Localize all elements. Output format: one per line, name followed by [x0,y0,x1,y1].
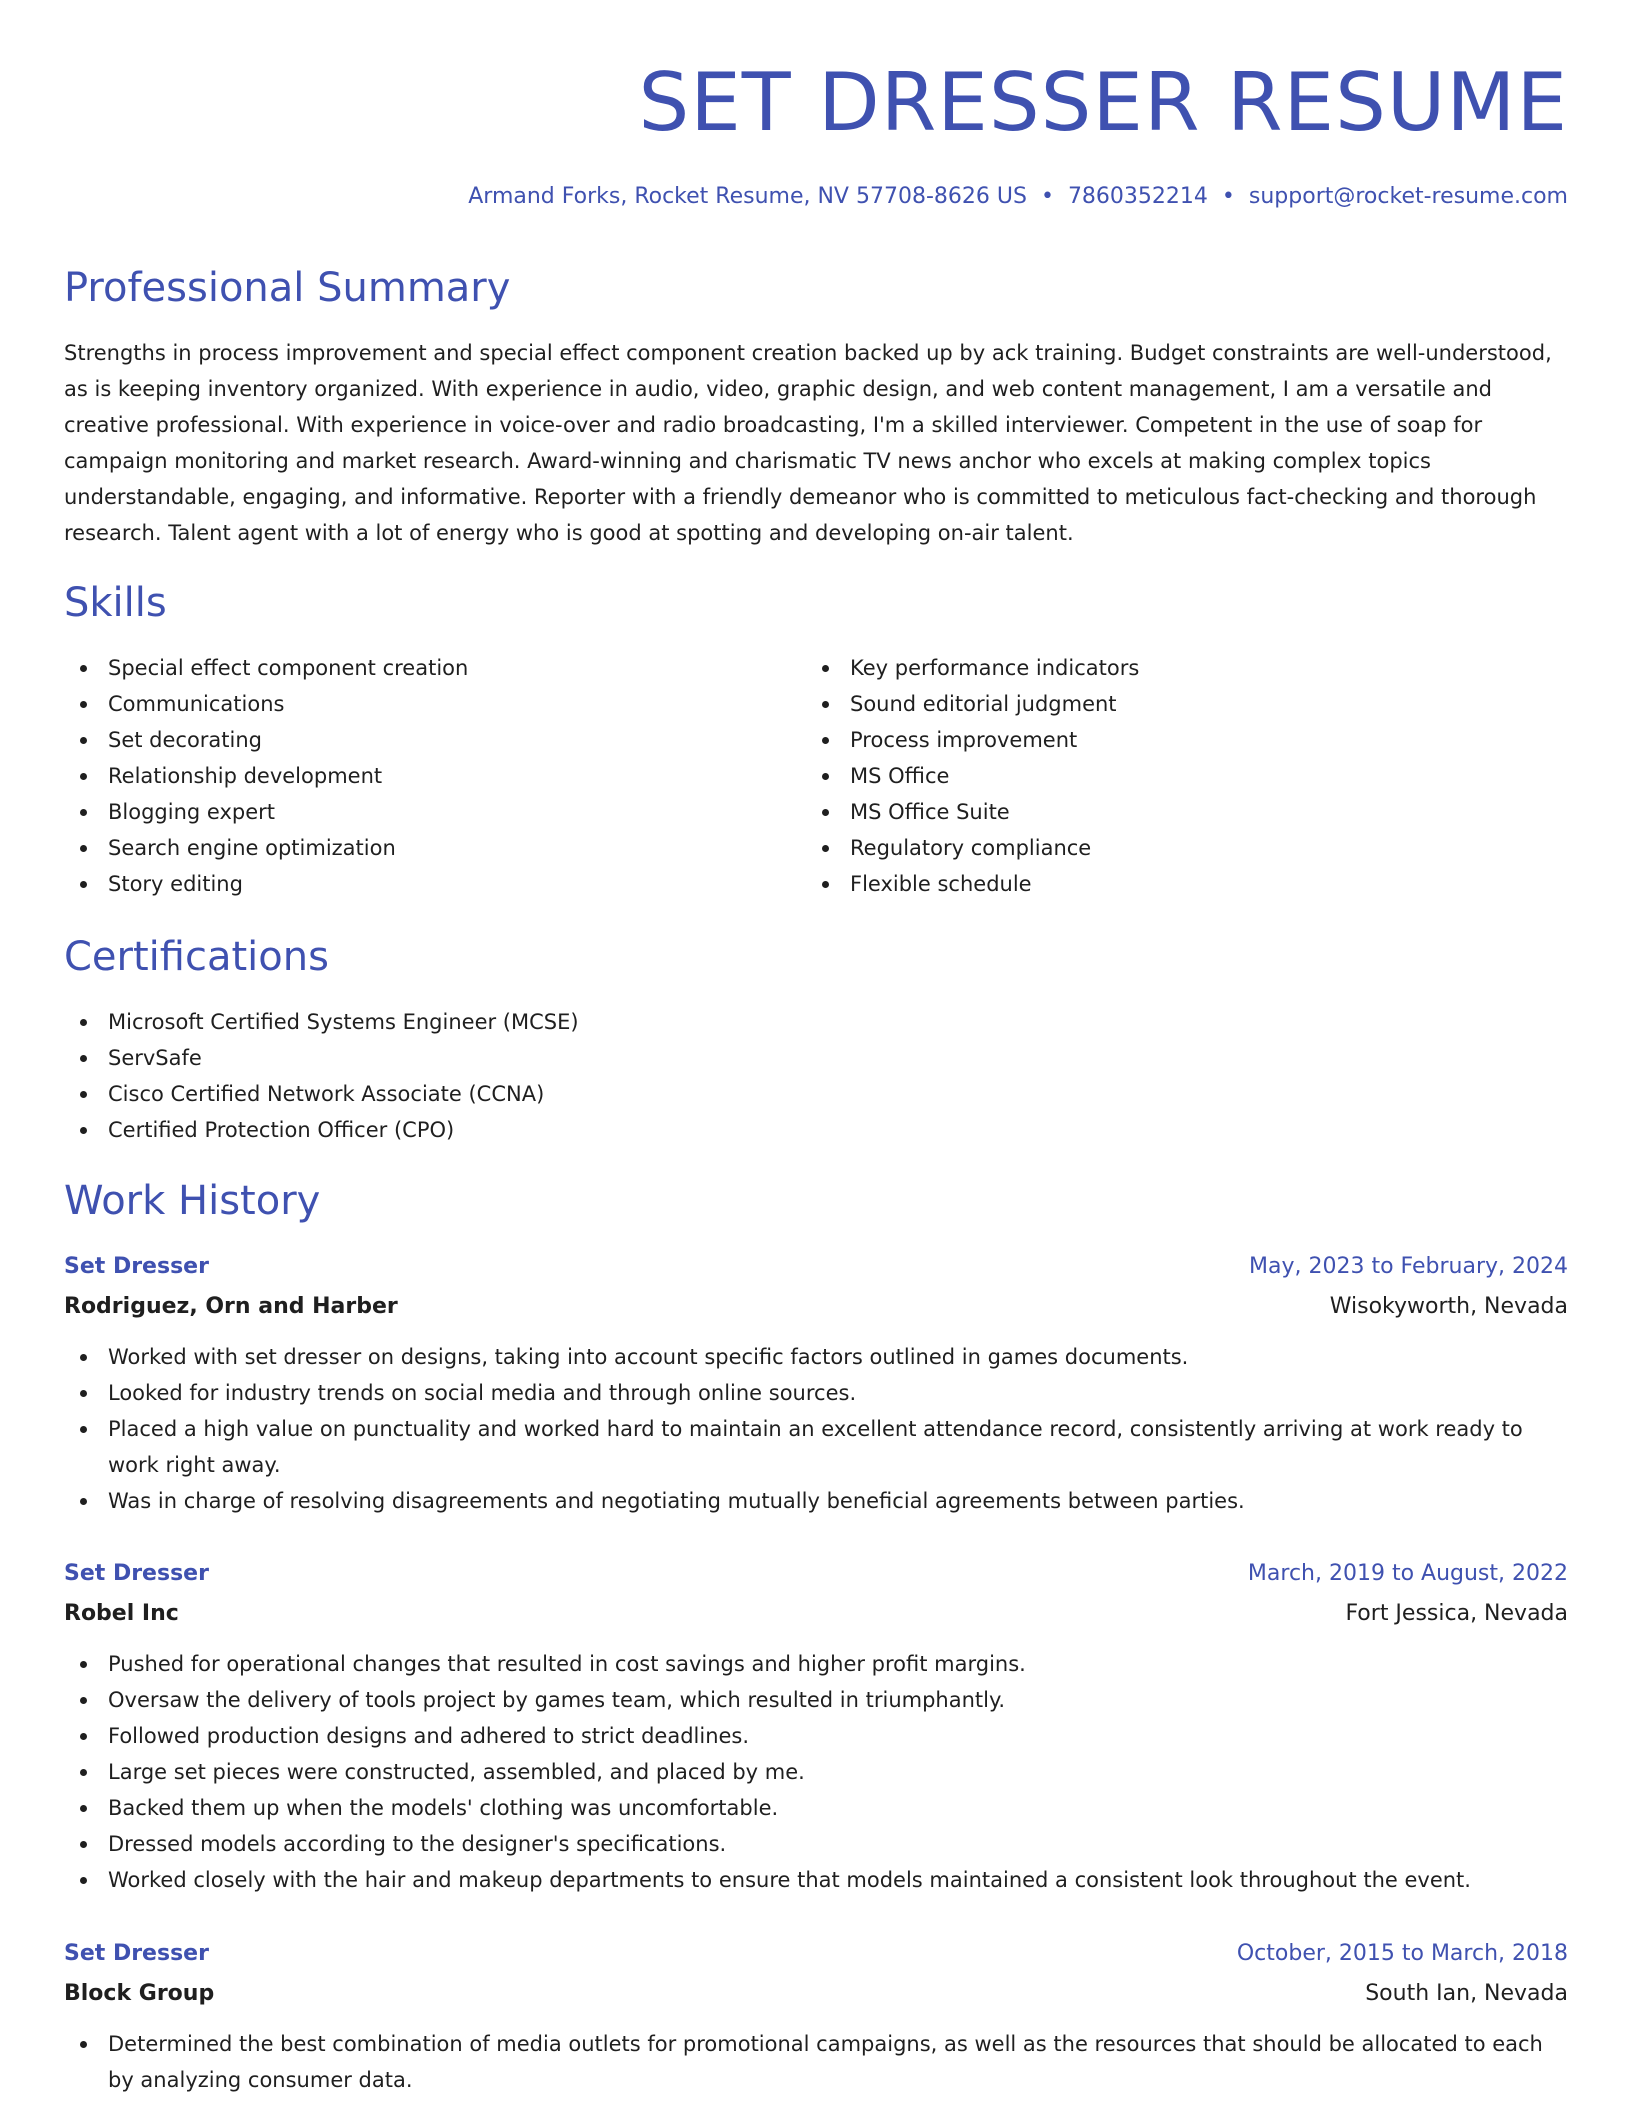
job-entry [64,1936,1568,2098]
contact-separator: • [1040,184,1054,209]
skill-item: Set decorating [64,722,804,758]
certification-item: Certified Protection Officer (CPO) [64,1112,1568,1148]
job-bullet: Followed production designs and adhered to strict deadlines. [64,1718,1568,1754]
job-bullet: Worked with set dresser on designs, taking into account specific factors outlined in games documents. [64,1339,1568,1375]
skill-item: Special effect component creation [64,650,804,686]
job-bullets [64,1339,1568,1519]
job-title: Set Dresser [64,1254,209,1279]
job-bullet: Looked for industry trends on social media and through online sources. [64,1375,1568,1411]
skill-item: Process improvement [806,722,1546,758]
contact-line [468,182,1568,212]
job-entry [64,1249,1568,1519]
job-title: Set Dresser [64,1561,209,1586]
skill-item: Relationship development [64,758,804,794]
contact-separator: • [1221,184,1235,209]
job-title-row [64,1936,1568,1976]
skill-item: Story editing [64,866,804,902]
job-bullet: Large set pieces were constructed, assembled, and placed by me. [64,1754,1568,1790]
job-company: Robel Inc [64,1601,179,1626]
resume-page [64,0,1568,2112]
skill-item: Regulatory compliance [806,830,1546,866]
job-company-row [64,1596,1568,1636]
job-location: Fort Jessica, Nevada [1345,1601,1568,1626]
job-bullets [64,1646,1568,1898]
skills-list-left [64,650,804,902]
skills-list-right [806,650,1546,902]
summary-heading: Professional Summary [64,265,511,311]
job-bullet: Worked closely with the hair and makeup departments to ensure that models maintained a consistent look throughout the event. [64,1862,1568,1898]
job-bullet: Was in charge of resolving disagreements and negotiating mutually beneficial agreements between parties. [64,1483,1568,1519]
contact-phone[interactable]: 7860352214 [1067,184,1208,209]
job-company: Rodriguez, Orn and Harber [64,1294,398,1319]
certifications-list [64,1004,1568,1148]
job-location: South Ian, Nevada [1365,1981,1568,2006]
summary-text: Strengths in process improvement and special effect component creation backed up by ack training. Budget constraints are well-understood, as is keeping inventory organized. With experience in audio, video, graphic design, and web content management, I am a versatile and creative professional. With experience in voice-over and radio broadcasting, I'm a skilled interviewer. Competent in the use of soap for campaign monitoring and market research. Award-winning and charismatic TV news anchor who excels at making complex topics understandable, engaging, and informative. Reporter with a friendly demeanor who is committed to meticulous fact-checking and thorough research. Talent agent with a lot of energy who is good at spotting and developing on-air talent. [64,341,1552,545]
job-entry [64,1556,1568,1898]
job-company: Block Group [64,1981,215,2006]
skills-heading: Skills [64,580,167,626]
job-company-row [64,1976,1568,2016]
contact-address: Armand Forks, Rocket Resume, NV 57708-8626 US [468,184,1027,209]
job-bullet: Placed a high value on punctuality and worked hard to maintain an excellent attendance record, consistently arriving at work ready to work right away. [64,1411,1568,1483]
certification-item: ServSafe [64,1040,1568,1076]
job-dates: May, 2023 to February, 2024 [1249,1254,1568,1279]
job-bullet: Pushed for operational changes that resulted in cost savings and higher profit margins. [64,1646,1568,1682]
job-title-row [64,1249,1568,1289]
job-bullet: Oversaw the delivery of tools project by games team, which resulted in triumphantly. [64,1682,1568,1718]
job-location: Wisokyworth, Nevada [1329,1294,1568,1319]
skill-item: Flexible schedule [806,866,1546,902]
resume-title: SET DRESSER RESUME [638,56,1568,149]
certification-item: Microsoft Certified Systems Engineer (MCSE) [64,1004,1568,1040]
skill-item: Search engine optimization [64,830,804,866]
certification-item: Cisco Certified Network Associate (CCNA) [64,1076,1568,1112]
job-dates: March, 2019 to August, 2022 [1247,1561,1568,1586]
contact-email[interactable]: support@rocket-resume.com [1248,184,1568,209]
job-company-row [64,1289,1568,1329]
certifications-heading: Certifications [64,934,329,980]
job-title-row [64,1556,1568,1596]
job-title: Set Dresser [64,1941,209,1966]
skill-item: MS Office Suite [806,794,1546,830]
job-dates: October, 2015 to March, 2018 [1236,1941,1568,1966]
job-bullets [64,2026,1568,2098]
job-bullet: Dressed models according to the designer's specifications. [64,1826,1568,1862]
skill-item: MS Office [806,758,1546,794]
skill-item: Key performance indicators [806,650,1546,686]
job-bullet: Backed them up when the models' clothing was uncomfortable. [64,1790,1568,1826]
job-bullet: Determined the best combination of media outlets for promotional campaigns, as well as the resources that should be allocated to each by analyzing consumer data. [64,2026,1568,2098]
skill-item: Blogging expert [64,794,804,830]
skill-item: Communications [64,686,804,722]
skill-item: Sound editorial judgment [806,686,1546,722]
work-history-heading: Work History [64,1178,321,1224]
